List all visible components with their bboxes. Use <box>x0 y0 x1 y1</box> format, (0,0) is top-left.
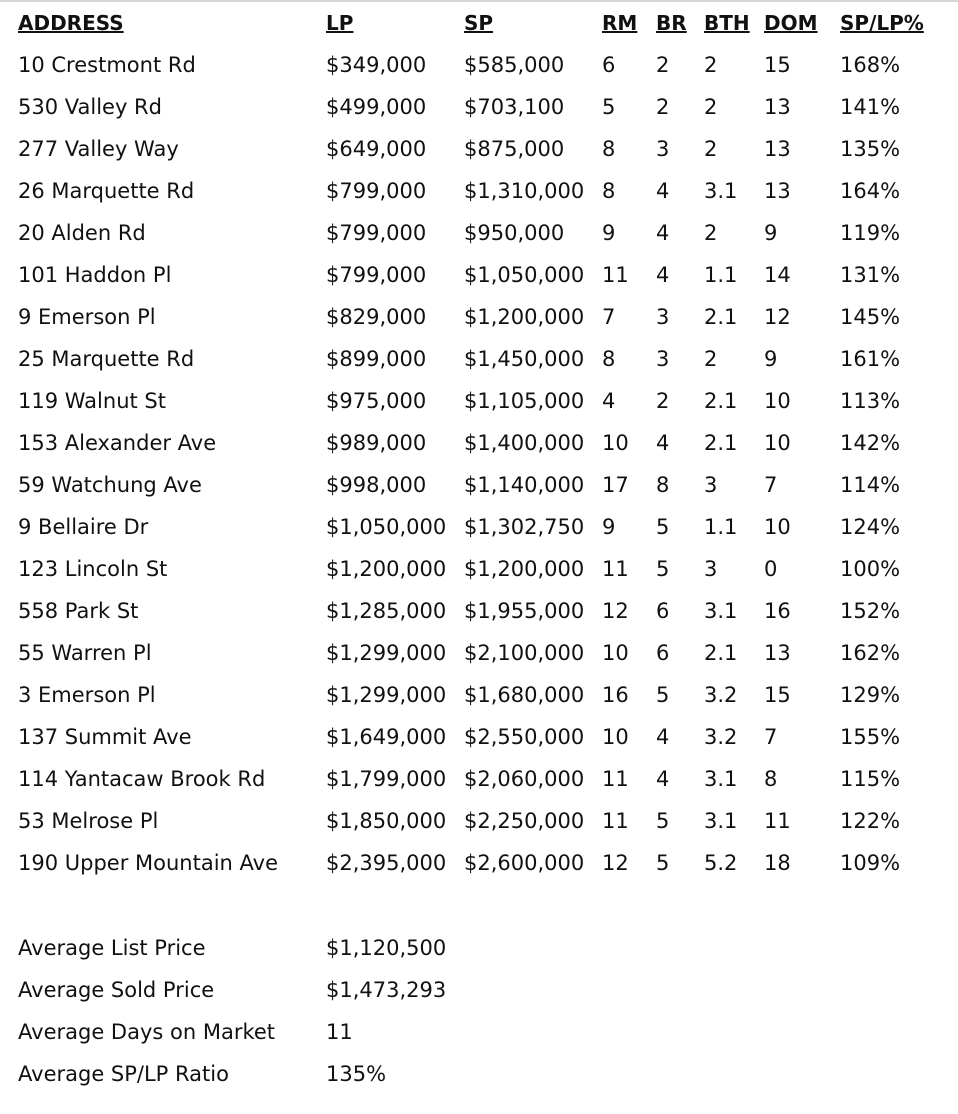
sp-lp-cell: 141% <box>840 95 901 119</box>
summary-row <box>18 1011 478 1053</box>
lp-cell: $799,000 <box>326 179 427 203</box>
sp-lp-cell: 135% <box>840 137 901 161</box>
lp-cell: $499,000 <box>326 95 427 119</box>
sp-cell: $1,140,000 <box>464 473 585 497</box>
table-header-row <box>18 2 948 44</box>
column-header-br: BR <box>656 11 687 35</box>
sp-cell: $1,680,000 <box>464 683 585 707</box>
table-row <box>18 674 948 716</box>
lp-cell: $1,050,000 <box>326 515 447 539</box>
sp-lp-cell: 114% <box>840 473 901 497</box>
address-cell: 26 Marquette Rd <box>18 179 195 203</box>
sp-cell: $1,955,000 <box>464 599 585 623</box>
table-row <box>18 716 948 758</box>
rm-cell: 8 <box>602 179 616 203</box>
dom-cell: 16 <box>764 599 791 623</box>
lp-cell: $1,649,000 <box>326 725 447 749</box>
bth-cell: 3.1 <box>704 767 738 791</box>
dom-cell: 13 <box>764 137 791 161</box>
br-cell: 4 <box>656 263 670 287</box>
br-cell: 4 <box>656 431 670 455</box>
sp-cell: $2,550,000 <box>464 725 585 749</box>
summary-value: 135% <box>326 1062 387 1086</box>
rm-cell: 11 <box>602 557 629 581</box>
dom-cell: 0 <box>764 557 778 581</box>
bth-cell: 2.1 <box>704 305 738 329</box>
sp-lp-cell: 124% <box>840 515 901 539</box>
address-cell: 101 Haddon Pl <box>18 263 172 287</box>
lp-cell: $899,000 <box>326 347 427 371</box>
dom-cell: 11 <box>764 809 791 833</box>
lp-cell: $1,285,000 <box>326 599 447 623</box>
table-row <box>18 44 948 86</box>
lp-cell: $1,200,000 <box>326 557 447 581</box>
bth-cell: 2 <box>704 221 718 245</box>
address-cell: 137 Summit Ave <box>18 725 192 749</box>
address-cell: 277 Valley Way <box>18 137 179 161</box>
sp-cell: $2,250,000 <box>464 809 585 833</box>
br-cell: 5 <box>656 809 670 833</box>
address-cell: 153 Alexander Ave <box>18 431 217 455</box>
summary-value: 11 <box>326 1020 353 1044</box>
bth-cell: 1.1 <box>704 263 738 287</box>
address-cell: 25 Marquette Rd <box>18 347 195 371</box>
br-cell: 4 <box>656 179 670 203</box>
br-cell: 3 <box>656 347 670 371</box>
summary-body <box>18 927 478 1095</box>
lp-cell: $799,000 <box>326 263 427 287</box>
bth-cell: 2 <box>704 347 718 371</box>
rm-cell: 11 <box>602 767 629 791</box>
sp-cell: $703,100 <box>464 95 565 119</box>
lp-cell: $1,299,000 <box>326 641 447 665</box>
br-cell: 4 <box>656 767 670 791</box>
lp-cell: $349,000 <box>326 53 427 77</box>
summary-row <box>18 1053 478 1095</box>
lp-cell: $799,000 <box>326 221 427 245</box>
lp-cell: $1,799,000 <box>326 767 447 791</box>
summary-label: Average SP/LP Ratio <box>18 1062 229 1086</box>
dom-cell: 15 <box>764 683 791 707</box>
table-row <box>18 338 948 380</box>
rm-cell: 10 <box>602 431 629 455</box>
table-row <box>18 422 948 464</box>
sp-lp-cell: 115% <box>840 767 901 791</box>
column-header-rm: RM <box>602 11 638 35</box>
sp-cell: $1,400,000 <box>464 431 585 455</box>
address-cell: 10 Crestmont Rd <box>18 53 196 77</box>
bth-cell: 2 <box>704 95 718 119</box>
address-cell: 20 Alden Rd <box>18 221 146 245</box>
dom-cell: 13 <box>764 179 791 203</box>
address-cell: 53 Melrose Pl <box>18 809 159 833</box>
sales-table <box>18 2 948 884</box>
sp-lp-cell: 109% <box>840 851 901 875</box>
br-cell: 6 <box>656 599 670 623</box>
table-row <box>18 86 948 128</box>
rm-cell: 16 <box>602 683 629 707</box>
address-cell: 3 Emerson Pl <box>18 683 156 707</box>
dom-cell: 10 <box>764 389 791 413</box>
br-cell: 3 <box>656 305 670 329</box>
address-cell: 119 Walnut St <box>18 389 166 413</box>
summary-table <box>18 927 478 1095</box>
address-cell: 190 Upper Mountain Ave <box>18 851 279 875</box>
br-cell: 5 <box>656 851 670 875</box>
address-cell: 9 Bellaire Dr <box>18 515 149 539</box>
bth-cell: 1.1 <box>704 515 738 539</box>
column-header-sp-lp: SP/LP% <box>840 11 924 35</box>
rm-cell: 7 <box>602 305 616 329</box>
rm-cell: 17 <box>602 473 629 497</box>
table-row <box>18 170 948 212</box>
sp-lp-cell: 168% <box>840 53 901 77</box>
address-cell: 123 Lincoln St <box>18 557 168 581</box>
sp-cell: $2,100,000 <box>464 641 585 665</box>
dom-cell: 13 <box>764 641 791 665</box>
sp-lp-cell: 142% <box>840 431 901 455</box>
bth-cell: 5.2 <box>704 851 738 875</box>
rm-cell: 10 <box>602 725 629 749</box>
dom-cell: 15 <box>764 53 791 77</box>
address-cell: 55 Warren Pl <box>18 641 152 665</box>
dom-cell: 14 <box>764 263 791 287</box>
br-cell: 2 <box>656 389 670 413</box>
address-cell: 530 Valley Rd <box>18 95 162 119</box>
dom-cell: 8 <box>764 767 778 791</box>
column-header-sp: SP <box>464 11 494 35</box>
rm-cell: 12 <box>602 599 629 623</box>
table-row <box>18 590 948 632</box>
sp-lp-cell: 161% <box>840 347 901 371</box>
table-row <box>18 296 948 338</box>
bth-cell: 2.1 <box>704 641 738 665</box>
table-row <box>18 758 948 800</box>
dom-cell: 18 <box>764 851 791 875</box>
sp-lp-cell: 145% <box>840 305 901 329</box>
lp-cell: $998,000 <box>326 473 427 497</box>
lp-cell: $975,000 <box>326 389 427 413</box>
sp-cell: $1,200,000 <box>464 557 585 581</box>
sp-lp-cell: 152% <box>840 599 901 623</box>
dom-cell: 9 <box>764 221 778 245</box>
address-cell: 114 Yantacaw Brook Rd <box>18 767 266 791</box>
rm-cell: 6 <box>602 53 616 77</box>
sp-cell: $1,105,000 <box>464 389 585 413</box>
br-cell: 4 <box>656 725 670 749</box>
sp-cell: $2,060,000 <box>464 767 585 791</box>
sp-cell: $1,310,000 <box>464 179 585 203</box>
rm-cell: 10 <box>602 641 629 665</box>
lp-cell: $1,299,000 <box>326 683 447 707</box>
sp-cell: $585,000 <box>464 53 565 77</box>
table-row <box>18 506 948 548</box>
column-header-bth: BTH <box>704 11 750 35</box>
sp-lp-cell: 100% <box>840 557 901 581</box>
rm-cell: 4 <box>602 389 616 413</box>
sp-cell: $1,302,750 <box>464 515 585 539</box>
lp-cell: $1,850,000 <box>326 809 447 833</box>
table-row <box>18 128 948 170</box>
sp-lp-cell: 155% <box>840 725 901 749</box>
sp-cell: $875,000 <box>464 137 565 161</box>
rm-cell: 9 <box>602 515 616 539</box>
table-row <box>18 842 948 884</box>
sp-cell: $1,050,000 <box>464 263 585 287</box>
summary-value: $1,473,293 <box>326 978 447 1002</box>
table-row <box>18 380 948 422</box>
column-header-lp: LP <box>326 11 354 35</box>
rm-cell: 12 <box>602 851 629 875</box>
summary-value: $1,120,500 <box>326 936 447 960</box>
dom-cell: 10 <box>764 515 791 539</box>
sp-cell: $1,450,000 <box>464 347 585 371</box>
br-cell: 4 <box>656 221 670 245</box>
lp-cell: $829,000 <box>326 305 427 329</box>
sp-cell: $950,000 <box>464 221 565 245</box>
rm-cell: 11 <box>602 809 629 833</box>
dom-cell: 10 <box>764 431 791 455</box>
br-cell: 6 <box>656 641 670 665</box>
lp-cell: $989,000 <box>326 431 427 455</box>
br-cell: 5 <box>656 515 670 539</box>
lp-cell: $2,395,000 <box>326 851 447 875</box>
bth-cell: 3.1 <box>704 809 738 833</box>
bth-cell: 2.1 <box>704 431 738 455</box>
dom-cell: 13 <box>764 95 791 119</box>
table-row <box>18 632 948 674</box>
bth-cell: 2 <box>704 137 718 161</box>
summary-label: Average Sold Price <box>18 978 215 1002</box>
bth-cell: 3.2 <box>704 683 738 707</box>
bth-cell: 3 <box>704 557 718 581</box>
br-cell: 5 <box>656 557 670 581</box>
dom-cell: 7 <box>764 725 778 749</box>
rm-cell: 5 <box>602 95 616 119</box>
summary-label: Average Days on Market <box>18 1020 276 1044</box>
sp-lp-cell: 131% <box>840 263 901 287</box>
bth-cell: 3.1 <box>704 179 738 203</box>
column-header-dom: DOM <box>764 11 818 35</box>
summary-row <box>18 927 478 969</box>
br-cell: 2 <box>656 53 670 77</box>
sp-lp-cell: 164% <box>840 179 901 203</box>
summary-row <box>18 969 478 1011</box>
address-cell: 558 Park St <box>18 599 139 623</box>
bth-cell: 2 <box>704 53 718 77</box>
br-cell: 8 <box>656 473 670 497</box>
sp-lp-cell: 119% <box>840 221 901 245</box>
bth-cell: 2.1 <box>704 389 738 413</box>
address-cell: 59 Watchung Ave <box>18 473 202 497</box>
table-row <box>18 254 948 296</box>
bth-cell: 3.2 <box>704 725 738 749</box>
sp-lp-cell: 113% <box>840 389 901 413</box>
table-row <box>18 548 948 590</box>
sp-lp-cell: 162% <box>840 641 901 665</box>
rm-cell: 8 <box>602 347 616 371</box>
dom-cell: 12 <box>764 305 791 329</box>
column-header-address: ADDRESS <box>18 11 124 35</box>
lp-cell: $649,000 <box>326 137 427 161</box>
bth-cell: 3 <box>704 473 718 497</box>
rm-cell: 8 <box>602 137 616 161</box>
address-cell: 9 Emerson Pl <box>18 305 156 329</box>
dom-cell: 7 <box>764 473 778 497</box>
br-cell: 3 <box>656 137 670 161</box>
sp-cell: $2,600,000 <box>464 851 585 875</box>
summary-label: Average List Price <box>18 936 206 960</box>
rm-cell: 11 <box>602 263 629 287</box>
rm-cell: 9 <box>602 221 616 245</box>
table-body <box>18 44 948 884</box>
table-row <box>18 464 948 506</box>
dom-cell: 9 <box>764 347 778 371</box>
br-cell: 2 <box>656 95 670 119</box>
sp-lp-cell: 122% <box>840 809 901 833</box>
br-cell: 5 <box>656 683 670 707</box>
table-row <box>18 212 948 254</box>
bth-cell: 3.1 <box>704 599 738 623</box>
sp-lp-cell: 129% <box>840 683 901 707</box>
sp-cell: $1,200,000 <box>464 305 585 329</box>
table-row <box>18 800 948 842</box>
